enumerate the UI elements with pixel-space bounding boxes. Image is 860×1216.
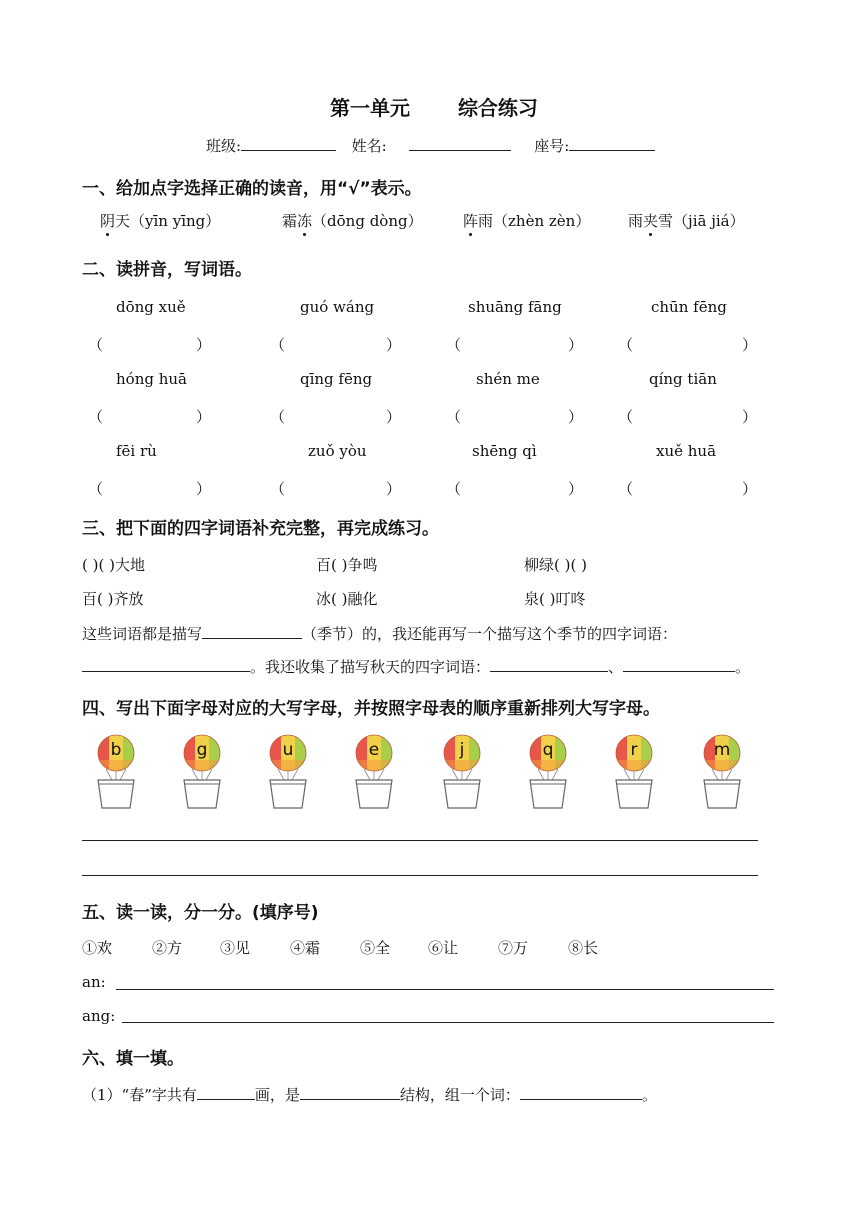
- paren-open: （: [446, 408, 462, 426]
- paren-open: （: [88, 408, 104, 426]
- paren-close: ）: [742, 408, 758, 426]
- paren-close: ）: [568, 408, 584, 426]
- idiom-1[interactable]: ( )( )大地: [82, 556, 145, 574]
- answer-box-2-3[interactable]: [446, 406, 582, 426]
- answer-box-2-2[interactable]: [270, 406, 400, 426]
- s1-item-4: 雨夹雪（jiā jiá）: [628, 212, 745, 230]
- paren-open: （: [618, 336, 634, 354]
- s1-item-2: 霜冻（dōng dòng）: [282, 212, 423, 230]
- paren-close: ）: [386, 480, 402, 498]
- paren-close: ）: [386, 408, 402, 426]
- paren-open: （: [270, 336, 286, 354]
- idiom-2[interactable]: 百( )争鸣: [316, 556, 378, 574]
- sort-item-1: ①欢: [82, 939, 113, 957]
- answer-box-1-2[interactable]: [270, 334, 400, 354]
- answer-box-3-2[interactable]: [270, 478, 400, 498]
- paren-close: ）: [568, 480, 584, 498]
- pinyin-1-3: shuāng fāng: [468, 298, 562, 316]
- ang-label: ang:: [82, 1007, 116, 1025]
- stroke-count-blank[interactable]: [197, 1085, 255, 1100]
- answer-box-2-4[interactable]: [618, 406, 756, 426]
- paren-close: ）: [196, 336, 212, 354]
- section-1-heading: 一、给加点字选择正确的读音，用“√”表示。: [82, 179, 422, 199]
- pinyin-3-4: xuě huā: [656, 442, 717, 460]
- title-unit: 第一单元: [330, 96, 410, 120]
- autumn-blank-1[interactable]: [490, 657, 608, 672]
- balloon-letter: u: [282, 740, 294, 760]
- seat-blank[interactable]: [569, 136, 655, 151]
- answer-box-2-1[interactable]: [88, 406, 210, 426]
- answer-box-3-1[interactable]: [88, 478, 210, 498]
- section-4-heading: 四、写出下面字母对应的大写字母，并按照字母表的顺序重新排列大写字母。: [82, 699, 660, 719]
- paren-open: （: [270, 408, 286, 426]
- idiom-6[interactable]: 泉( )叮咚: [524, 590, 586, 608]
- paren-close: ）: [196, 408, 212, 426]
- paren-close: ）: [568, 336, 584, 354]
- name-label: 姓名:: [351, 137, 387, 155]
- balloon-pot-6: [526, 732, 570, 810]
- an-line[interactable]: [116, 989, 774, 990]
- idiom-3[interactable]: 柳绿( )( ): [524, 556, 587, 574]
- balloon-pot-2: [180, 732, 224, 810]
- paren-close: ）: [386, 336, 402, 354]
- paren-close: ）: [196, 480, 212, 498]
- section-2-heading: 二、读拼音，写词语。: [82, 260, 252, 280]
- pinyin-3-2: zuǒ yòu: [308, 442, 367, 460]
- balloon-letter: q: [542, 740, 554, 760]
- idiom-5[interactable]: 冰( )融化: [316, 590, 378, 608]
- balloon-letter: r: [630, 740, 638, 760]
- answer-box-3-3[interactable]: [446, 478, 582, 498]
- section-3-heading: 三、把下面的四字词语补充完整，再完成练习。: [82, 519, 439, 539]
- answer-line-1[interactable]: [82, 840, 758, 841]
- answer-box-1-4[interactable]: [618, 334, 756, 354]
- structure-blank[interactable]: [300, 1085, 400, 1100]
- balloon-letter: b: [110, 740, 122, 760]
- word-blank[interactable]: [520, 1085, 642, 1100]
- balloon-pot-8: [700, 732, 744, 810]
- balloon-pot-4: [352, 732, 396, 810]
- balloon-letter: m: [713, 740, 731, 760]
- paren-open: （: [618, 480, 634, 498]
- answer-box-3-4[interactable]: [618, 478, 756, 498]
- class-blank[interactable]: [241, 136, 336, 151]
- s1-item-3: 阵雨（zhèn zèn）: [463, 212, 591, 230]
- pinyin-1-4: chūn fēng: [651, 298, 727, 316]
- sort-item-6: ⑥让: [428, 939, 459, 957]
- section-6-heading: 六、填一填。: [82, 1049, 184, 1069]
- paren-open: （: [88, 480, 104, 498]
- name-blank[interactable]: [409, 136, 511, 151]
- seat-label: 座号:: [534, 137, 570, 155]
- balloon-pot-7: [612, 732, 656, 810]
- pinyin-2-3: shén me: [476, 370, 540, 388]
- idiom-4[interactable]: 百( )齐放: [82, 590, 144, 608]
- balloon-letter: j: [459, 740, 465, 760]
- sort-item-7: ⑦万: [498, 939, 529, 957]
- balloon-letter: g: [196, 740, 208, 760]
- sort-item-3: ③见: [220, 939, 251, 957]
- pinyin-3-3: shēng qì: [472, 442, 537, 460]
- season-blank[interactable]: [202, 624, 302, 639]
- class-label: 班级:: [206, 137, 242, 155]
- balloon-pot-1: [94, 732, 138, 810]
- s1-item-1: 阴天（yīn yīng）: [100, 212, 221, 230]
- answer-box-1-1[interactable]: [88, 334, 210, 354]
- paren-close: ）: [742, 480, 758, 498]
- sort-item-2: ②方: [152, 939, 183, 957]
- paren-open: （: [88, 336, 104, 354]
- s3-line-2: 。我还收集了描写秋天的四字词语： 、 。: [82, 656, 750, 677]
- idiom-write-blank[interactable]: [82, 657, 250, 672]
- paren-close: ）: [742, 336, 758, 354]
- s6-q1: （1）“春”字共有 画，是 结构，组一个词： 。: [82, 1086, 657, 1104]
- pinyin-2-2: qīng fēng: [300, 370, 373, 388]
- answer-line-2[interactable]: [82, 875, 758, 876]
- s3-line-1: 这些词语都是描写 （季节）的，我还能再写一个描写这个季节的四字词语：: [82, 625, 678, 643]
- sort-item-5: ⑤全: [360, 939, 391, 957]
- autumn-blank-2[interactable]: [623, 657, 735, 672]
- paren-open: （: [618, 408, 634, 426]
- section-5-heading: 五、读一读，分一分。(填序号): [82, 903, 319, 923]
- pinyin-2-1: hóng huā: [116, 370, 187, 388]
- an-label: an:: [82, 973, 106, 991]
- info-row: [206, 135, 655, 156]
- paren-open: （: [270, 480, 286, 498]
- pinyin-1-2: guó wáng: [300, 298, 375, 316]
- sort-item-4: ④霜: [290, 939, 321, 957]
- sort-item-8: ⑧长: [568, 939, 599, 957]
- balloon-pot-5: [440, 732, 484, 810]
- balloon-pot-3: [266, 732, 310, 810]
- balloon-letter: e: [368, 740, 380, 760]
- ang-line[interactable]: [122, 1022, 774, 1023]
- pinyin-3-1: fēi rù: [116, 442, 157, 460]
- title-name: 综合练习: [457, 96, 538, 120]
- pinyin-1-1: dōng xuě: [116, 298, 186, 316]
- paren-open: （: [446, 480, 462, 498]
- pinyin-2-4: qíng tiān: [649, 370, 717, 388]
- paren-open: （: [446, 336, 462, 354]
- answer-box-1-3[interactable]: [446, 334, 582, 354]
